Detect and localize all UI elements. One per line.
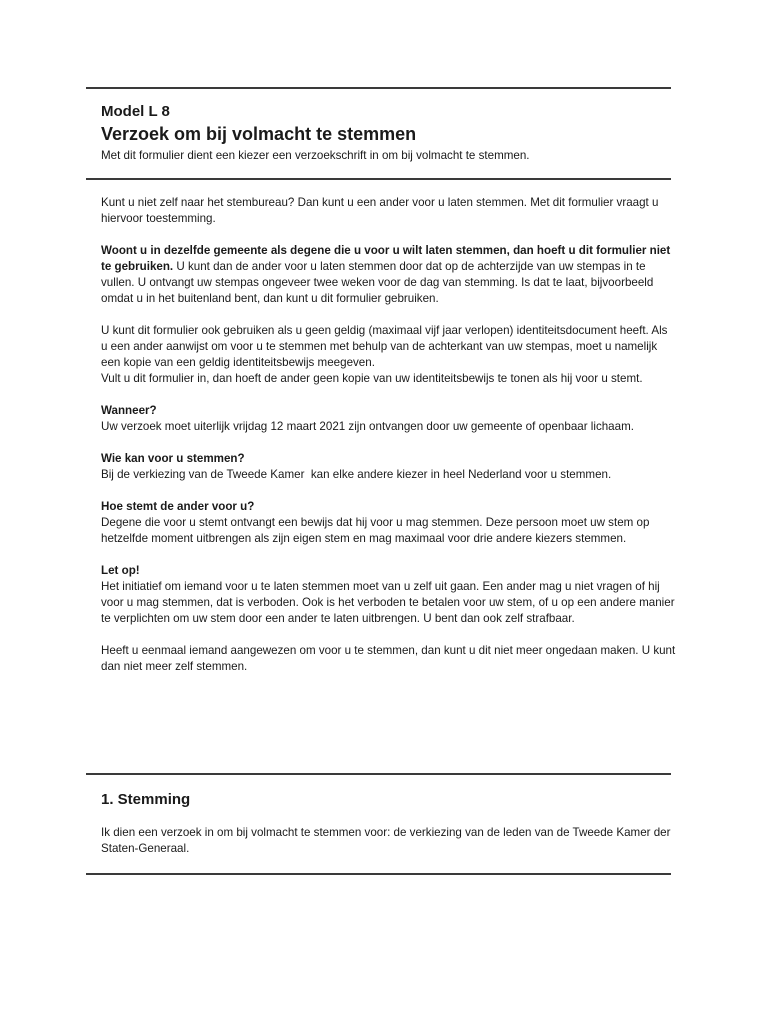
id-document-paragraph: U kunt dit formulier ook gebruiken als u geen geldig (maximaal vijf jaar verlopen) identiteitsdocument heeft. Als u een ander aanwijst om voor u te stemmen met behulp van de achterkant van uw stempas, moet u namelijk een kopie van een geldig identiteitsbewijs meegeven. [101, 324, 668, 369]
instructions-divider [86, 773, 671, 775]
bottom-divider [86, 873, 671, 875]
id-document-paragraph-continued: Vult u dit formulier in, dan hoeft de ander geen kopie van uw identiteitsbewijs te tonen als hij voor u stemt. [101, 372, 643, 385]
wanneer-heading: Wanneer? [101, 404, 157, 417]
intro-paragraph: Kunt u niet zelf naar het stembureau? Dan kunt u een ander voor u laten stemmen. Met dit formulier vraagt u hiervoor toestemming. [101, 196, 659, 225]
hoe-text: Degene die voor u stemt ontvangt een bewijs dat hij voor u mag stemmen. Deze persoon moet uw stem op hetzelfde moment uitbrengen als zijn eigen stem en mag maximaal voor drie andere kiezers stemmen. [101, 516, 650, 545]
same-municipality-text: U kunt dan de ander voor u laten stemmen door dat op de achterzijde van uw stempas in te vullen. U ontvangt uw stempas ongeveer twee weken voor de dag van stemming. Is dat te laat, bijvoorbeeld omdat u in het buitenland bent, dan kunt u dit formulier gebruiken. [101, 260, 654, 305]
final-warning-text: Heeft u eenmaal iemand aangewezen om voor u te stemmen, dan kunt u dit niet meer ongedaan maken. U kunt dan niet meer zelf stemmen. [101, 644, 676, 673]
letop-text: Het initiatief om iemand voor u te laten stemmen moet van u zelf uit gaan. Een ander mag u niet vragen of hij voor u mag stemmen, dat is verboden. Ook is het verboden te betalen voor uw stem, of u op een andere manier te verplichten om uw stem door een ander te laten uitbrengen. U bent dan ook zelf strafbaar. [101, 580, 675, 625]
same-municipality-paragraph [101, 243, 677, 307]
wie-text: Bij de verkiezing van de Tweede Kamer kan elke andere kiezer in heel Nederland voor u stemmen. [101, 468, 612, 481]
model-label: Model L 8 [101, 103, 170, 120]
form-subtitle: Met dit formulier dient een kiezer een verzoekschrift in om bij volmacht te stemmen. [101, 149, 530, 162]
hoe-heading: Hoe stemt de ander voor u? [101, 500, 255, 513]
stemming-text: Ik dien een verzoek in om bij volmacht te stemmen voor: de verkiezing van de leden van de Tweede Kamer der Staten-Generaal. [101, 826, 671, 855]
form-title: Verzoek om bij volmacht te stemmen [101, 124, 417, 144]
header-divider [86, 178, 671, 180]
section-heading: 1. Stemming [101, 791, 191, 808]
instructions [101, 195, 677, 675]
wie-heading: Wie kan voor u stemmen? [101, 452, 245, 465]
section-stemming [101, 791, 677, 857]
same-municipality-emphasis: Woont u in dezelfde gemeente als degene die u voor u wilt laten stemmen, dan hoeft u dit formulier niet te gebruiken. [101, 244, 671, 273]
top-divider [86, 87, 671, 89]
form-header [101, 103, 677, 164]
wanneer-text: Uw verzoek moet uiterlijk vrijdag 12 maart 2021 zijn ontvangen door uw gemeente of openbaar lichaam. [101, 420, 634, 433]
letop-heading: Let op! [101, 564, 140, 577]
